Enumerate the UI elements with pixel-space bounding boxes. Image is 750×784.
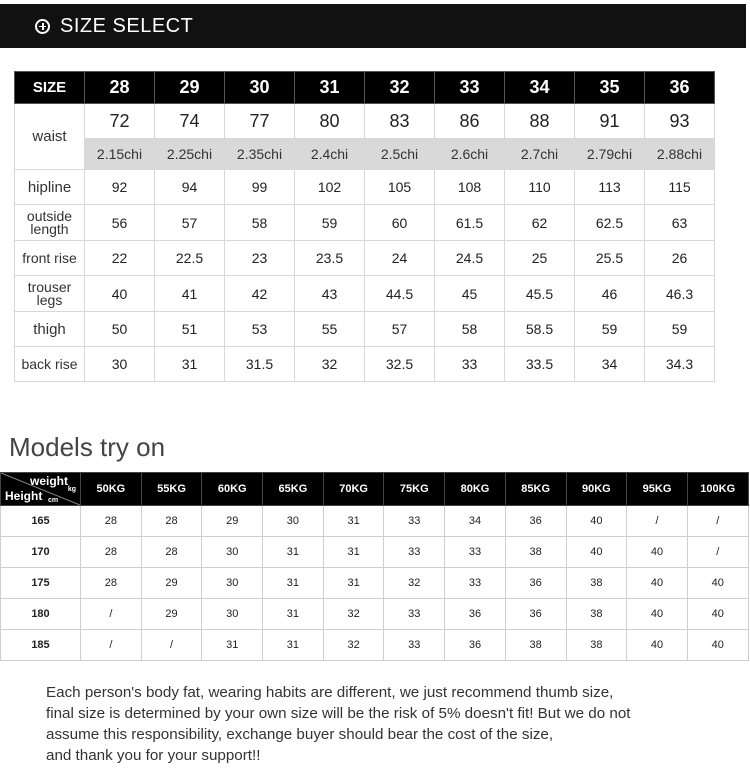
table-cell: 58.5: [505, 312, 575, 347]
row-label: back rise: [15, 347, 85, 382]
table-row: [1, 568, 749, 599]
size-header-cell: 34: [505, 72, 575, 104]
waist-cm-cell: 83: [365, 104, 435, 139]
header-title: SIZE SELECT: [60, 14, 194, 37]
table-cell: 36: [445, 630, 506, 661]
table-cell: 58: [435, 312, 505, 347]
table-cell: 42: [225, 276, 295, 312]
waist-chi-cell: 2.25chi: [155, 139, 225, 170]
waist-chi-cell: 2.35chi: [225, 139, 295, 170]
table-cell: 53: [225, 312, 295, 347]
table-cell: 102: [295, 170, 365, 205]
row-label: front rise: [15, 241, 85, 276]
table-cell: 30: [263, 506, 324, 537]
height-cell: 165: [1, 506, 81, 537]
table-cell: /: [687, 537, 748, 568]
waist-chi-cell: 2.4chi: [295, 139, 365, 170]
table-cell: 32: [384, 568, 445, 599]
table-cell: 105: [365, 170, 435, 205]
row-label: trouser legs: [15, 276, 85, 312]
table-cell: 22: [85, 241, 155, 276]
table-cell: 36: [445, 599, 506, 630]
table-cell: 31: [323, 537, 384, 568]
table-cell: 34.3: [645, 347, 715, 382]
waist-chi-row: [15, 139, 715, 170]
size-corner-label: SIZE: [15, 72, 85, 104]
size-header-cell: 35: [575, 72, 645, 104]
table-cell: 40: [687, 599, 748, 630]
weight-header-cell: 95KG: [627, 473, 688, 506]
table-cell: 36: [505, 506, 566, 537]
waist-chi-cell: 2.79chi: [575, 139, 645, 170]
table-cell: 31: [263, 630, 324, 661]
table-cell: 40: [627, 568, 688, 599]
height-corner-label: Height: [5, 489, 43, 503]
table-cell: 40: [85, 276, 155, 312]
table-cell: 32: [295, 347, 365, 382]
table-cell: 33: [384, 599, 445, 630]
table-cell: 34: [575, 347, 645, 382]
waist-row: [15, 104, 715, 139]
table-cell: 29: [141, 599, 202, 630]
kg-unit-label: kg: [67, 486, 76, 493]
waist-cm-cell: 86: [435, 104, 505, 139]
table-cell: 28: [81, 537, 142, 568]
table-cell: 62: [505, 205, 575, 241]
table-cell: 40: [687, 568, 748, 599]
table-cell: 31: [155, 347, 225, 382]
table-cell: 57: [365, 312, 435, 347]
waist-cm-cell: 80: [295, 104, 365, 139]
table-cell: 63: [645, 205, 715, 241]
table-cell: 60: [365, 205, 435, 241]
size-header-cell: 36: [645, 72, 715, 104]
waist-cm-cell: 91: [575, 104, 645, 139]
plus-circle-icon: [35, 19, 50, 34]
trouser-legs-row: [15, 276, 715, 312]
table-cell: 34: [445, 506, 506, 537]
table-cell: 38: [505, 630, 566, 661]
table-cell: 29: [202, 506, 263, 537]
table-cell: 40: [566, 537, 627, 568]
table-cell: 56: [85, 205, 155, 241]
table-cell: 40: [627, 630, 688, 661]
table-cell: 45: [435, 276, 505, 312]
note-line: and thank you for your support!!: [46, 747, 261, 764]
row-label: hipline: [15, 170, 85, 205]
table-cell: 31: [263, 599, 324, 630]
table-row: [1, 537, 749, 568]
waist-cm-cell: 74: [155, 104, 225, 139]
weight-header-cell: 55KG: [141, 473, 202, 506]
size-header-cell: 29: [155, 72, 225, 104]
models-table: [0, 472, 749, 661]
table-cell: 33: [445, 568, 506, 599]
table-cell: 25.5: [575, 241, 645, 276]
table-cell: 32: [323, 630, 384, 661]
table-cell: /: [627, 506, 688, 537]
table-cell: 31: [323, 568, 384, 599]
table-cell: 31: [263, 568, 324, 599]
table-cell: 51: [155, 312, 225, 347]
table-cell: 23.5: [295, 241, 365, 276]
waist-cm-cell: 88: [505, 104, 575, 139]
table-cell: 55: [295, 312, 365, 347]
height-cell: 175: [1, 568, 81, 599]
weight-header-cell: 100KG: [687, 473, 748, 506]
table-cell: 40: [566, 506, 627, 537]
weight-header-row: [1, 473, 749, 506]
waist-cm-cell: 93: [645, 104, 715, 139]
table-cell: 57: [155, 205, 225, 241]
table-cell: 22.5: [155, 241, 225, 276]
table-cell: 92: [85, 170, 155, 205]
weight-header-cell: 60KG: [202, 473, 263, 506]
table-cell: 40: [687, 630, 748, 661]
table-row: [1, 630, 749, 661]
size-header-row: [15, 72, 715, 104]
hipline-row: [15, 170, 715, 205]
table-cell: 36: [505, 599, 566, 630]
weight-header-cell: 90KG: [566, 473, 627, 506]
table-cell: 43: [295, 276, 365, 312]
back-rise-row: [15, 347, 715, 382]
table-cell: 25: [505, 241, 575, 276]
size-header-cell: 30: [225, 72, 295, 104]
table-cell: 62.5: [575, 205, 645, 241]
waist-label: waist: [15, 104, 85, 170]
weight-header-cell: 50KG: [81, 473, 142, 506]
size-header-cell: 33: [435, 72, 505, 104]
height-cell: 180: [1, 599, 81, 630]
table-cell: 32.5: [365, 347, 435, 382]
note-line: assume this responsibility, exchange buyer should bear the cost of the size,: [46, 726, 554, 743]
table-cell: 31: [263, 537, 324, 568]
table-row: [1, 506, 749, 537]
table-cell: 33: [435, 347, 505, 382]
table-cell: 29: [141, 568, 202, 599]
size-header-cell: 31: [295, 72, 365, 104]
size-chart-table: [14, 71, 715, 382]
table-cell: 26: [645, 241, 715, 276]
table-cell: 44.5: [365, 276, 435, 312]
table-cell: 38: [566, 568, 627, 599]
size-header-cell: 32: [365, 72, 435, 104]
cm-unit-label: cm: [48, 497, 59, 504]
table-cell: 40: [627, 537, 688, 568]
size-select-header: [0, 4, 746, 48]
table-cell: 33: [384, 537, 445, 568]
table-cell: 41: [155, 276, 225, 312]
table-cell: 59: [645, 312, 715, 347]
weight-header-cell: 75KG: [384, 473, 445, 506]
front-rise-row: [15, 241, 715, 276]
table-cell: 31.5: [225, 347, 295, 382]
outside-length-row: [15, 205, 715, 241]
table-cell: 30: [85, 347, 155, 382]
table-cell: 46.3: [645, 276, 715, 312]
table-cell: 50: [85, 312, 155, 347]
table-cell: 94: [155, 170, 225, 205]
note-line: Each person's body fat, wearing habits are different, we just recommend thumb size,: [46, 684, 614, 701]
table-cell: 59: [295, 205, 365, 241]
table-cell: 115: [645, 170, 715, 205]
table-cell: /: [687, 506, 748, 537]
row-label: outside length: [15, 205, 85, 241]
table-cell: 33: [384, 506, 445, 537]
table-cell: 61.5: [435, 205, 505, 241]
height-cell: 185: [1, 630, 81, 661]
table-cell: 38: [566, 630, 627, 661]
table-cell: /: [81, 630, 142, 661]
size-header-cell: 28: [85, 72, 155, 104]
row-label: thigh: [15, 312, 85, 347]
weight-height-corner: [1, 473, 81, 506]
table-cell: 45.5: [505, 276, 575, 312]
table-cell: 46: [575, 276, 645, 312]
weight-header-cell: 65KG: [263, 473, 324, 506]
waist-chi-cell: 2.6chi: [435, 139, 505, 170]
waist-chi-cell: 2.15chi: [85, 139, 155, 170]
table-cell: /: [141, 630, 202, 661]
table-cell: 24: [365, 241, 435, 276]
table-cell: 30: [202, 568, 263, 599]
table-cell: 32: [323, 599, 384, 630]
table-cell: 33.5: [505, 347, 575, 382]
table-cell: 33: [445, 537, 506, 568]
disclaimer-note: [46, 682, 736, 766]
models-title: Models try on: [9, 432, 166, 462]
table-cell: 108: [435, 170, 505, 205]
table-cell: 28: [141, 537, 202, 568]
weight-corner-label: weight: [30, 474, 68, 488]
table-cell: 30: [202, 537, 263, 568]
table-cell: 59: [575, 312, 645, 347]
table-row: [1, 599, 749, 630]
height-cell: 170: [1, 537, 81, 568]
table-cell: 38: [566, 599, 627, 630]
weight-header-cell: 80KG: [445, 473, 506, 506]
table-cell: 33: [384, 630, 445, 661]
table-cell: 28: [141, 506, 202, 537]
table-cell: /: [81, 599, 142, 630]
table-cell: 113: [575, 170, 645, 205]
waist-chi-cell: 2.5chi: [365, 139, 435, 170]
table-cell: 110: [505, 170, 575, 205]
table-cell: 23: [225, 241, 295, 276]
table-cell: 40: [627, 599, 688, 630]
waist-chi-cell: 2.7chi: [505, 139, 575, 170]
weight-header-cell: 85KG: [505, 473, 566, 506]
table-cell: 31: [323, 506, 384, 537]
table-cell: 99: [225, 170, 295, 205]
table-cell: 58: [225, 205, 295, 241]
note-line: final size is determined by your own size will be the risk of 5% doesn't fit! But we do not: [46, 705, 631, 722]
waist-cm-cell: 77: [225, 104, 295, 139]
table-cell: 28: [81, 568, 142, 599]
table-cell: 28: [81, 506, 142, 537]
weight-header-cell: 70KG: [323, 473, 384, 506]
waist-cm-cell: 72: [85, 104, 155, 139]
thigh-row: [15, 312, 715, 347]
table-cell: 31: [202, 630, 263, 661]
table-cell: 24.5: [435, 241, 505, 276]
table-cell: 30: [202, 599, 263, 630]
waist-chi-cell: 2.88chi: [645, 139, 715, 170]
table-cell: 36: [505, 568, 566, 599]
table-cell: 38: [505, 537, 566, 568]
